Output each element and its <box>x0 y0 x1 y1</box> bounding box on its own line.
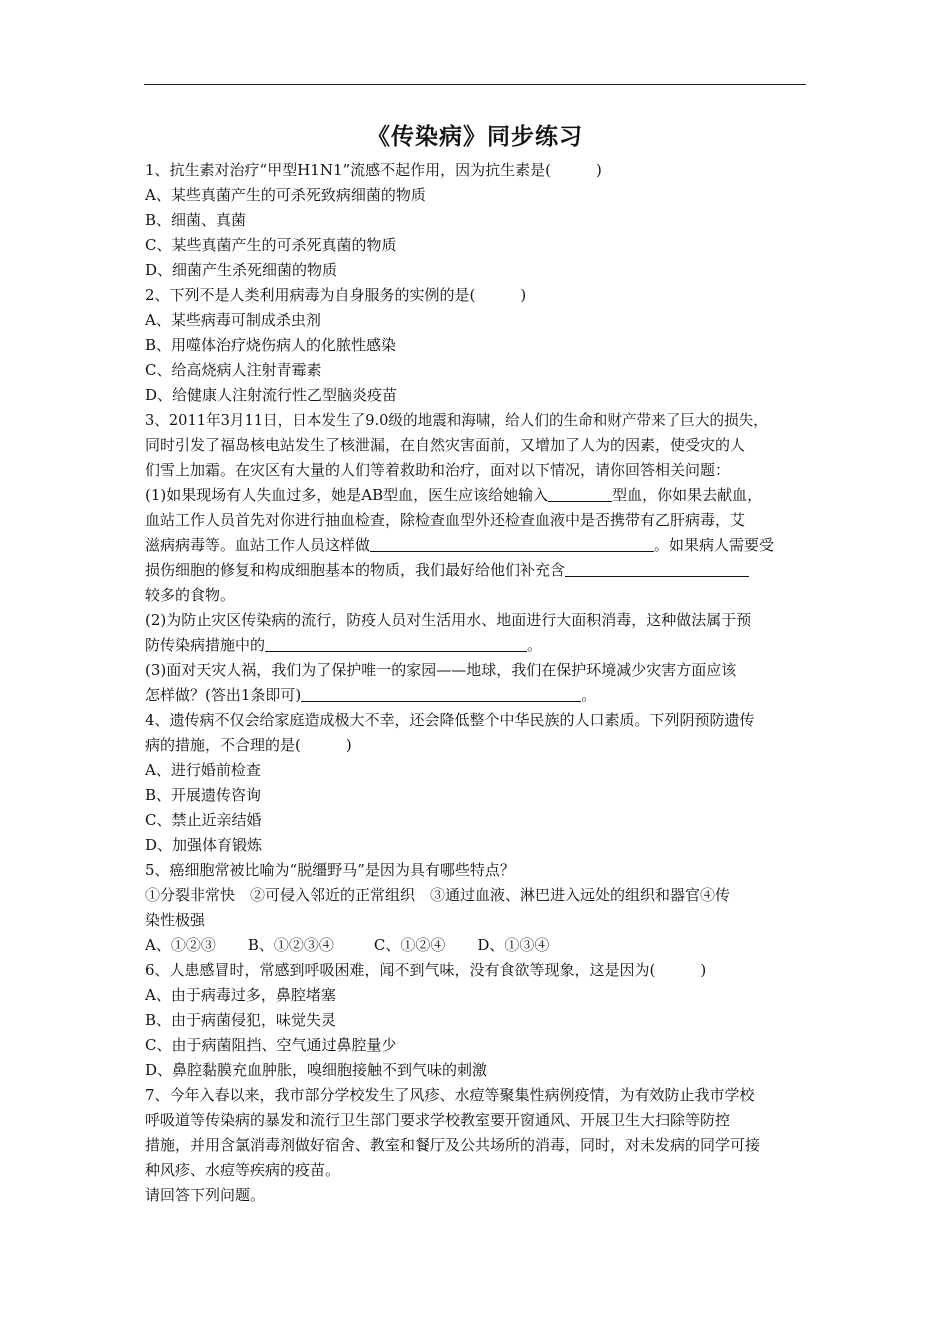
option-a: A、进行婚前检查 <box>145 761 261 779</box>
question-3-text <box>145 633 807 658</box>
option-d: D、细菌产生杀死细菌的物质 <box>145 261 338 279</box>
answer-blank[interactable] <box>548 485 612 502</box>
question-3-text: 们雪上加霜。在灾区有大量的人们等着救助和治疗，面对以下情况，请你回答相关问题： <box>145 461 731 479</box>
option-a: A、某些病毒可制成杀虫剂 <box>145 311 321 329</box>
question-7: 7、今年入春以来，我市部分学校发生了风疹、水痘等聚集性病例疫情，为有效防止我市学校 <box>145 1086 755 1104</box>
question-3-text <box>145 533 807 558</box>
option-d: D、加强体育锻炼 <box>145 836 263 854</box>
question-6: 6、人患感冒时，常感到呼吸困难，闻不到气味，没有食欲等现象，这是因为( ) <box>145 961 707 979</box>
question-7-text: 种风疹、水痘等疾病的疫苗。 <box>145 1161 341 1179</box>
option-d: D、①③④ <box>477 936 550 954</box>
question-7-text: 措施，并用含氯消毒剂做好宿舍、教室和餐厅及公共场所的消毒，同时，对未发病的同学可接 <box>145 1136 761 1154</box>
text-segment: 。 <box>527 636 543 654</box>
option-c: C、某些真菌产生的可杀死真菌的物质 <box>145 236 397 254</box>
answer-blank[interactable] <box>565 560 749 577</box>
option-a: A、某些真菌产生的可杀死致病细菌的物质 <box>145 186 426 204</box>
option-d: D、鼻腔黏膜充血肿胀，嗅细胞接触不到气味的刺激 <box>145 1061 488 1079</box>
answer-blank[interactable] <box>370 535 654 552</box>
question-3-text: 同时引发了福岛核电站发生了核泄漏，在自然灾害面前，又增加了人为的因素，使受灾的人 <box>145 436 746 454</box>
answer-blank[interactable] <box>265 635 527 652</box>
question-1: 1、抗生素对治疗“甲型H1N1”流感不起作用，因为抗生素是( ) <box>145 161 602 179</box>
option-a: A、由于病毒过多，鼻腔堵塞 <box>145 986 336 1004</box>
question-5-options <box>145 933 807 958</box>
question-3-text <box>145 683 807 708</box>
question-3-part-2: (2)为防止灾区传染病的流行，防疫人员对生活用水、地面进行大面积消毒，这种做法属于预 <box>145 611 752 629</box>
text-segment: 。 <box>581 686 597 704</box>
question-5-statements: 染性极强 <box>145 911 206 929</box>
option-c: C、由于病菌阻挡、空气通过鼻腔量少 <box>145 1036 397 1054</box>
question-5-statements: ①分裂非常快 ②可侵入邻近的正常组织 ③通过血液、淋巴进入远处的组织和器官④传 <box>145 886 731 904</box>
text-segment: 防传染病措施中的 <box>145 636 266 654</box>
text-segment: 。如果病人需要受 <box>654 536 775 554</box>
question-3-text: 血站工作人员首先对你进行抽血检查，除检查血型外还检查血液中是否携带有乙肝病毒，艾 <box>145 511 746 529</box>
worksheet-body <box>145 158 807 1208</box>
question-4-text: 病的措施，不合理的是( ) <box>145 736 352 754</box>
option-b: B、开展遗传咨询 <box>145 786 262 804</box>
question-3-part-1 <box>145 483 807 508</box>
option-c: C、禁止近亲结婚 <box>145 811 262 829</box>
option-b: B、用噬体治疗烧伤病人的化脓性感染 <box>145 336 397 354</box>
question-4: 4、遗传病不仅会给家庭造成极大不幸，还会降低整个中华民族的人口素质。下列阴预防遗传 <box>145 711 755 729</box>
question-7-text: 呼吸道等传染病的暴发和流行卫生部门要求学校教室要开窗通风、开展卫生大扫除等防控 <box>145 1111 731 1129</box>
header-rule <box>144 84 806 85</box>
question-7-prompt: 请回答下列问题。 <box>145 1186 266 1204</box>
text-segment: 滋病病毒等。血站工作人员这样做 <box>145 536 371 554</box>
question-5: 5、癌细胞常被比喻为“脱缰野马”是因为具有哪些特点？ <box>145 861 515 879</box>
option-c: C、给高烧病人注射青霉素 <box>145 361 322 379</box>
question-3-part-3: (3)面对天灾人祸，我们为了保护唯一的家园——地球，我们在保护环境减少灾害方面应该 <box>145 661 737 679</box>
text-segment: 怎样做？(答出1条即可) <box>145 686 302 704</box>
question-3-text: 较多的食物。 <box>145 586 236 604</box>
question-3-text <box>145 558 807 583</box>
option-c: C、①②④ <box>373 936 446 954</box>
option-a: A、①②③ <box>145 936 216 954</box>
question-3: 3、2011年3月11日，日本发生了9.0级的地震和海啸，给人们的生命和财产带来了巨大的损失， <box>145 412 768 429</box>
answer-blank[interactable] <box>301 685 581 702</box>
option-b: B、①②③④ <box>247 936 334 954</box>
text-segment: 损伤细胞的修复和构成细胞基本的物质，我们最好给他们补充含 <box>145 561 566 579</box>
option-b: B、细菌、真菌 <box>145 211 247 229</box>
question-2: 2、下列不是人类利用病毒为自身服务的实例的是( ) <box>145 286 527 304</box>
text-segment: (1)如果现场有人失血过多，她是AB型血，医生应该给她输入 <box>145 486 549 504</box>
text-segment: 型血，你如果去献血， <box>612 486 763 504</box>
page-title: 《传染病》同步练习 <box>367 123 583 150</box>
option-b: B、由于病菌侵犯，味觉失灵 <box>145 1011 337 1029</box>
option-d: D、给健康人注射流行性乙型脑炎疫苗 <box>145 386 398 404</box>
